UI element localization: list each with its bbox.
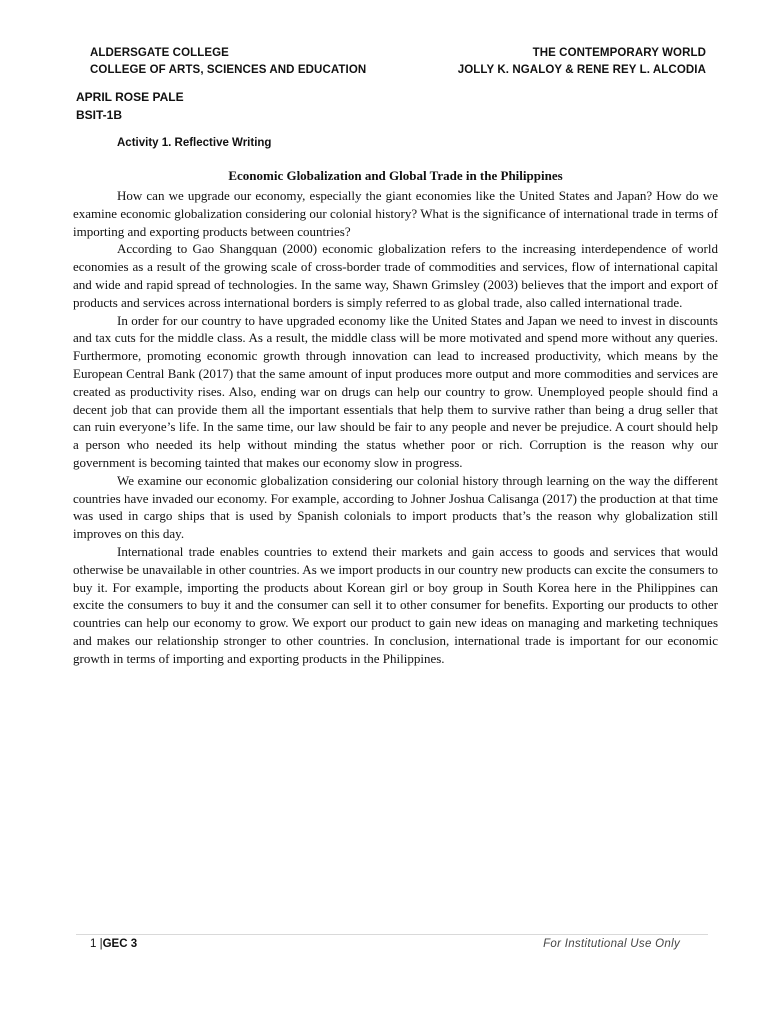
essay bbox=[73, 167, 718, 668]
page-footer bbox=[76, 934, 708, 950]
page-number: 1 | bbox=[90, 938, 103, 950]
essay-paragraph: We examine our economic globalization considering our colonial history through learning on the way the different countries have invaded our economy. For example, according to Johner Joshua Calisanga (2017) the production at that time was used in cargo ships that is used by Spanish colonials to import products that’s the reason why globalization still improves on this day. bbox=[73, 472, 718, 542]
header-left bbox=[90, 45, 366, 79]
footer-notice: For Institutional Use Only bbox=[543, 938, 680, 950]
activity-label: Activity 1. Reflective Writing bbox=[117, 137, 272, 149]
essay-paragraph: According to Gao Shangquan (2000) economic globalization refers to the increasing interdependence of world economies as a result of the growing scale of cross-border trade of commodities and services, flow of international capital and wide and rapid spread of technologies. In the same way, Shawn Grimsley (2003) believes that the import and export of products and services across international borders is simply referred to as global trade, also called international trade. bbox=[73, 241, 718, 310]
essay-paragraph: In order for our country to have upgraded economy like the United States and Japan we need to invest in discounts and tax cuts for the middle class. As a result, the middle class will be more motivated and spend more without any queries. Furthermore, promoting economic growth through innovation can lead to increased productivity, which means by the European Central Bank (2017) that the same amount of input produces more output and more commodities and services are created as productivity rises. Also, ending war on drugs can help our country to grow. Unemployed people should find a decent job that can provide them all the important essentials that help them to survive rather than being a drug seller that can ruin everyone’s life. In the same time, our law should be fair to any people and never be prejudice. A court should help a person who needed its help without minding the status whether poor or rich. Corruption is the reason why our government is becoming tainted that makes our economy slow in progress. bbox=[73, 312, 718, 470]
instructors: JOLLY K. NGALOY & RENE REY L. ALCODIA bbox=[457, 64, 706, 76]
student-section: BSIT-1B bbox=[76, 108, 123, 122]
essay-paragraph: How can we upgrade our economy, especially the giant economies like the United States and Japan? How do we examine economic globalization considering our colonial history? What is the significance of international trade in terms of importing and exporting products between countries? bbox=[73, 188, 718, 239]
essay-paragraph: International trade enables countries to extend their markets and gain access to goods and services that would otherwise be unavailable in other countries. As we import products in our country new products can excite the consumers to buy it. For example, importing the products about Korean girl or boy group in South Korea here in the Philippines can excite the consumers to buy it and the consumer can sell it to other consumer for benefits. Exporting our products to other countries can help our economy to grow. We export our product to gain new ideas on managing and marketing techniques and makes our relationship stronger to other countries. In conclusion, international trade is important for our economic growth in terms of importing and exporting products in the Philippines. bbox=[73, 543, 718, 666]
college-name: ALDERSGATE COLLEGE bbox=[90, 47, 229, 59]
essay-title: Economic Globalization and Global Trade in the Philippines bbox=[228, 168, 563, 183]
student-info bbox=[76, 88, 184, 124]
student-name: APRIL ROSE PALE bbox=[76, 90, 184, 104]
college-department: COLLEGE OF ARTS, SCIENCES AND EDUCATION bbox=[90, 64, 367, 76]
header-right bbox=[458, 45, 706, 79]
course-title: THE CONTEMPORARY WORLD bbox=[532, 47, 706, 59]
course-code: GEC 3 bbox=[102, 938, 138, 950]
footer-page-info bbox=[90, 938, 137, 950]
